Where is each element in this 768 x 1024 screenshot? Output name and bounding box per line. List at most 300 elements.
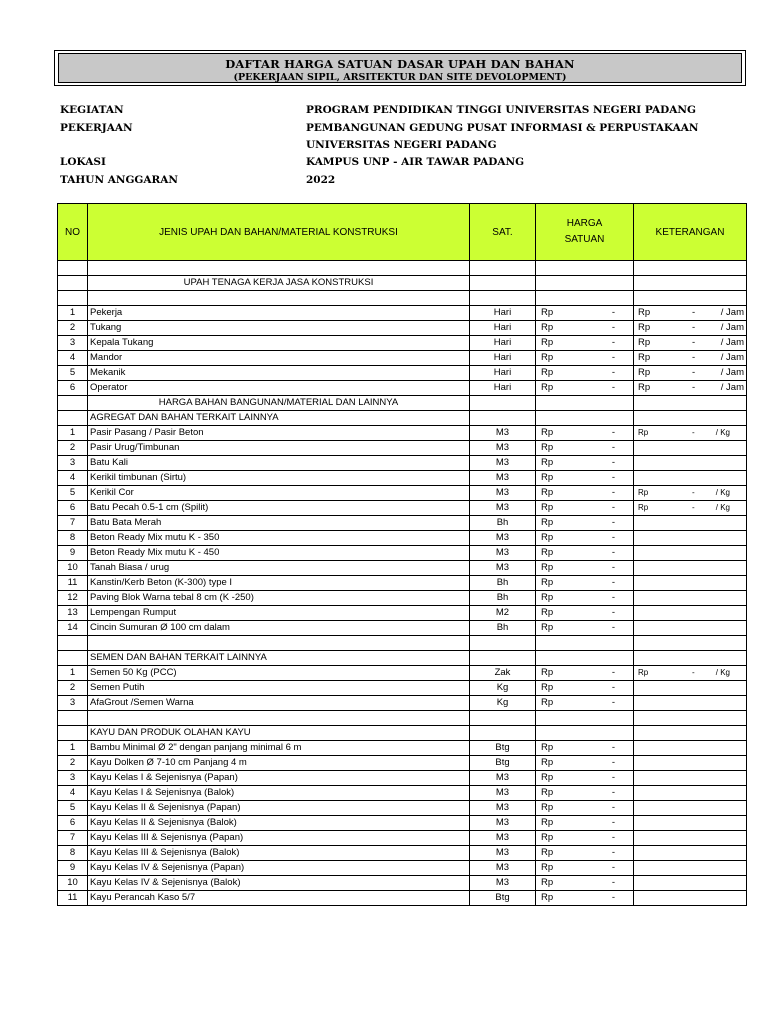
cell-no: 1 xyxy=(58,426,88,440)
cell-sat: M3 xyxy=(470,786,536,800)
price-value: - xyxy=(611,532,615,543)
table-row xyxy=(58,516,746,531)
cell-keterangan xyxy=(634,726,746,740)
table-row xyxy=(58,441,746,456)
table-row xyxy=(58,276,746,291)
cell-no: 11 xyxy=(58,891,88,905)
cell-keterangan xyxy=(634,606,746,620)
price-currency: Rp xyxy=(541,502,554,513)
ket-unit: / Jam xyxy=(720,322,744,333)
price-value: - xyxy=(611,832,615,843)
price-table xyxy=(57,203,747,906)
cell-name: Paving Blok Warna tebal 8 cm (K -250) xyxy=(88,591,470,605)
cell-harga xyxy=(536,381,634,395)
cell-no xyxy=(58,636,88,650)
cell-keterangan xyxy=(634,711,746,725)
cell-sat: Bh xyxy=(470,621,536,635)
section-title: KAYU DAN PRODUK OLAHAN KAYU xyxy=(88,726,470,740)
cell-keterangan xyxy=(634,876,746,890)
cell-name: Beton Ready Mix mutu K - 350 xyxy=(88,531,470,545)
cell-harga xyxy=(536,846,634,860)
table-row xyxy=(58,606,746,621)
cell-keterangan xyxy=(634,891,746,905)
cell-no: 4 xyxy=(58,471,88,485)
ket-value: - xyxy=(692,307,696,318)
cell-keterangan xyxy=(634,801,746,815)
cell-sat: M3 xyxy=(470,531,536,545)
cell-name: Kayu Kelas III & Sejenisnya (Balok) xyxy=(88,846,470,860)
price-value: - xyxy=(611,892,615,903)
table-row xyxy=(58,681,746,696)
price-value: - xyxy=(611,622,615,633)
cell-harga xyxy=(536,636,634,650)
cell-keterangan xyxy=(634,861,746,875)
table-row xyxy=(58,501,746,516)
cell-sat: M3 xyxy=(470,501,536,515)
cell-harga xyxy=(536,336,634,350)
table-row xyxy=(58,531,746,546)
info-row-tahun-anggaran xyxy=(60,174,750,191)
price-value: - xyxy=(611,607,615,618)
cell-no xyxy=(58,651,88,665)
table-row xyxy=(58,546,746,561)
title-box xyxy=(54,50,746,86)
table-row xyxy=(58,291,746,306)
cell-no xyxy=(58,726,88,740)
cell-name: Kerikil timbunan (Sirtu) xyxy=(88,471,470,485)
table-row xyxy=(58,771,746,786)
cell-keterangan xyxy=(634,501,746,515)
cell-no: 3 xyxy=(58,456,88,470)
cell-harga xyxy=(536,471,634,485)
cell-no xyxy=(58,411,88,425)
ket-currency: Rp xyxy=(638,382,651,393)
price-value: - xyxy=(611,517,615,528)
cell-name: Kayu Kelas IV & Sejenisnya (Papan) xyxy=(88,861,470,875)
cell-harga xyxy=(536,891,634,905)
price-value: - xyxy=(611,367,615,378)
cell-sat: M3 xyxy=(470,801,536,815)
cell-harga xyxy=(536,306,634,320)
table-row xyxy=(58,261,746,276)
section-title: HARGA BAHAN BANGUNAN/MATERIAL DAN LAINNYA xyxy=(88,396,470,410)
cell-sat: M3 xyxy=(470,471,536,485)
cell-keterangan xyxy=(634,561,746,575)
cell-keterangan xyxy=(634,831,746,845)
header-name: JENIS UPAH DAN BAHAN/MATERIAL KONSTRUKSI xyxy=(88,204,470,260)
cell-keterangan xyxy=(634,261,746,275)
cell-no: 5 xyxy=(58,486,88,500)
table-header xyxy=(58,204,746,261)
cell-no: 1 xyxy=(58,306,88,320)
cell-no: 6 xyxy=(58,816,88,830)
price-currency: Rp xyxy=(541,697,554,708)
price-currency: Rp xyxy=(541,367,554,378)
cell-harga xyxy=(536,591,634,605)
price-currency: Rp xyxy=(541,322,554,333)
cell-no: 8 xyxy=(58,531,88,545)
cell-sat xyxy=(470,411,536,425)
ket-value: - xyxy=(692,367,696,378)
section-title: UPAH TENAGA KERJA JASA KONSTRUKSI xyxy=(88,276,470,290)
cell-harga xyxy=(536,486,634,500)
header-no: NO xyxy=(58,204,88,260)
cell-name: Beton Ready Mix mutu K - 450 xyxy=(88,546,470,560)
cell-sat: M3 xyxy=(470,876,536,890)
table-row xyxy=(58,351,746,366)
header-harga-satuan: HARGA SATUAN xyxy=(536,204,634,260)
cell-harga xyxy=(536,666,634,680)
cell-no: 3 xyxy=(58,696,88,710)
cell-keterangan xyxy=(634,846,746,860)
price-currency: Rp xyxy=(541,382,554,393)
ket-value: - xyxy=(692,503,695,512)
cell-no: 2 xyxy=(58,441,88,455)
ket-unit: / Jam xyxy=(720,337,744,348)
cell-name: Kayu Kelas I & Sejenisnya (Papan) xyxy=(88,771,470,785)
table-row xyxy=(58,321,746,336)
cell-harga xyxy=(536,426,634,440)
price-value: - xyxy=(611,772,615,783)
cell-name: Kayu Kelas I & Sejenisnya (Balok) xyxy=(88,786,470,800)
info-value: UNIVERSITAS NEGERI PADANG xyxy=(306,139,497,151)
cell-sat: M3 xyxy=(470,546,536,560)
cell-keterangan xyxy=(634,306,746,320)
cell-no: 12 xyxy=(58,591,88,605)
info-value: 2022 xyxy=(306,174,336,186)
cell-keterangan xyxy=(634,441,746,455)
ket-currency: Rp xyxy=(638,337,651,348)
cell-keterangan xyxy=(634,516,746,530)
cell-harga xyxy=(536,816,634,830)
price-value: - xyxy=(611,787,615,798)
price-value: - xyxy=(611,322,615,333)
cell-keterangan xyxy=(634,741,746,755)
cell-name: Pasir Pasang / Pasir Beton xyxy=(88,426,470,440)
cell-harga xyxy=(536,531,634,545)
cell-name: Cincin Sumuran Ø 100 cm dalam xyxy=(88,621,470,635)
cell-name: Kayu Kelas IV & Sejenisnya (Balok) xyxy=(88,876,470,890)
price-currency: Rp xyxy=(541,817,554,828)
ket-unit: / Jam xyxy=(720,352,744,363)
price-value: - xyxy=(611,562,615,573)
table-row xyxy=(58,486,746,501)
cell-harga xyxy=(536,456,634,470)
price-currency: Rp xyxy=(541,562,554,573)
cell-sat: Btg xyxy=(470,756,536,770)
price-currency: Rp xyxy=(541,832,554,843)
price-value: - xyxy=(611,802,615,813)
cell-no xyxy=(58,276,88,290)
table-row xyxy=(58,591,746,606)
cell-sat xyxy=(470,711,536,725)
info-label: PEKERJAAN xyxy=(60,122,133,134)
cell-no: 13 xyxy=(58,606,88,620)
cell-keterangan xyxy=(634,546,746,560)
cell-no xyxy=(58,396,88,410)
cell-sat xyxy=(470,726,536,740)
cell-sat: M3 xyxy=(470,456,536,470)
price-value: - xyxy=(611,682,615,693)
price-currency: Rp xyxy=(541,667,554,678)
cell-sat: Bh xyxy=(470,576,536,590)
cell-keterangan xyxy=(634,651,746,665)
info-label: TAHUN ANGGARAN xyxy=(60,174,179,186)
cell-harga xyxy=(536,291,634,305)
cell-sat: Hari xyxy=(470,336,536,350)
info-label: KEGIATAN xyxy=(60,104,124,116)
cell-sat: M3 xyxy=(470,486,536,500)
table-row xyxy=(58,801,746,816)
cell-name: AfaGrout /Semen Warna xyxy=(88,696,470,710)
cell-no: 5 xyxy=(58,366,88,380)
cell-name xyxy=(88,261,470,275)
cell-harga xyxy=(536,801,634,815)
cell-name: Kayu Kelas II & Sejenisnya (Balok) xyxy=(88,816,470,830)
price-currency: Rp xyxy=(541,862,554,873)
cell-keterangan xyxy=(634,426,746,440)
cell-name: Mandor xyxy=(88,351,470,365)
table-row xyxy=(58,381,746,396)
section-title: SEMEN DAN BAHAN TERKAIT LAINNYA xyxy=(88,651,470,665)
cell-sat: Hari xyxy=(470,366,536,380)
price-currency: Rp xyxy=(541,622,554,633)
cell-keterangan xyxy=(634,351,746,365)
table-row xyxy=(58,651,746,666)
cell-keterangan xyxy=(634,636,746,650)
header-keterangan: KETERANGAN xyxy=(655,226,725,238)
info-value: PROGRAM PENDIDIKAN TINGGI UNIVERSITAS NEGERI PADANG xyxy=(306,104,696,116)
ket-unit: / Kg xyxy=(715,488,730,497)
table-row xyxy=(58,816,746,831)
cell-harga xyxy=(536,726,634,740)
price-currency: Rp xyxy=(541,592,554,603)
cell-no: 6 xyxy=(58,381,88,395)
ket-currency: Rp xyxy=(638,503,649,512)
table-row xyxy=(58,576,746,591)
cell-no: 9 xyxy=(58,546,88,560)
cell-no: 3 xyxy=(58,771,88,785)
price-value: - xyxy=(611,442,615,453)
cell-keterangan xyxy=(634,771,746,785)
cell-name: Kepala Tukang xyxy=(88,336,470,350)
cell-keterangan xyxy=(634,591,746,605)
cell-no: 11 xyxy=(58,576,88,590)
cell-keterangan xyxy=(634,456,746,470)
cell-name: Kayu Perancah Kaso 5/7 xyxy=(88,891,470,905)
cell-keterangan xyxy=(634,336,746,350)
cell-no: 14 xyxy=(58,621,88,635)
cell-name: Semen Putih xyxy=(88,681,470,695)
cell-no: 4 xyxy=(58,786,88,800)
cell-no: 10 xyxy=(58,876,88,890)
cell-name: Lempengan Rumput xyxy=(88,606,470,620)
price-value: - xyxy=(611,877,615,888)
price-currency: Rp xyxy=(541,877,554,888)
price-currency: Rp xyxy=(541,442,554,453)
cell-name: Tanah Biasa / urug xyxy=(88,561,470,575)
cell-sat: M3 xyxy=(470,861,536,875)
cell-sat xyxy=(470,396,536,410)
cell-sat: M3 xyxy=(470,771,536,785)
table-row xyxy=(58,426,746,441)
cell-sat: Btg xyxy=(470,741,536,755)
table-row xyxy=(58,846,746,861)
info-row-lokasi xyxy=(60,156,750,173)
price-value: - xyxy=(611,487,615,498)
price-value: - xyxy=(611,547,615,558)
price-currency: Rp xyxy=(541,847,554,858)
ket-unit: / Kg xyxy=(715,503,730,512)
cell-sat: Btg xyxy=(470,891,536,905)
ket-value: - xyxy=(692,352,696,363)
cell-sat: Kg xyxy=(470,696,536,710)
table-row xyxy=(58,876,746,891)
table-row xyxy=(58,786,746,801)
cell-keterangan xyxy=(634,396,746,410)
cell-harga xyxy=(536,411,634,425)
price-value: - xyxy=(611,757,615,768)
cell-no: 8 xyxy=(58,846,88,860)
cell-sat: M3 xyxy=(470,561,536,575)
header-sat: SAT. xyxy=(470,204,536,260)
cell-no: 4 xyxy=(58,351,88,365)
price-value: - xyxy=(611,817,615,828)
cell-harga xyxy=(536,756,634,770)
title-box-fill xyxy=(58,53,742,83)
price-currency: Rp xyxy=(541,487,554,498)
cell-harga xyxy=(536,396,634,410)
price-currency: Rp xyxy=(541,457,554,468)
info-value: PEMBANGUNAN GEDUNG PUSAT INFORMASI & PERPUSTAKAAN xyxy=(306,122,699,134)
ket-value: - xyxy=(692,337,696,348)
cell-no: 2 xyxy=(58,321,88,335)
table-row xyxy=(58,636,746,651)
cell-keterangan xyxy=(634,276,746,290)
price-currency: Rp xyxy=(541,772,554,783)
price-currency: Rp xyxy=(541,757,554,768)
table-row xyxy=(58,861,746,876)
ket-currency: Rp xyxy=(638,428,649,437)
cell-no: 7 xyxy=(58,831,88,845)
cell-harga xyxy=(536,831,634,845)
cell-name: Batu Pecah 0.5-1 cm (Spilit) xyxy=(88,501,470,515)
cell-harga xyxy=(536,711,634,725)
table-row xyxy=(58,366,746,381)
info-row-kegiatan xyxy=(60,104,750,121)
table-row xyxy=(58,336,746,351)
cell-name: Kerikil Cor xyxy=(88,486,470,500)
cell-harga xyxy=(536,741,634,755)
cell-no: 5 xyxy=(58,801,88,815)
price-currency: Rp xyxy=(541,607,554,618)
cell-sat xyxy=(470,261,536,275)
cell-name: Mekanik xyxy=(88,366,470,380)
table-row xyxy=(58,756,746,771)
price-currency: Rp xyxy=(541,577,554,588)
cell-harga xyxy=(536,441,634,455)
ket-currency: Rp xyxy=(638,307,651,318)
cell-sat: Hari xyxy=(470,306,536,320)
cell-keterangan xyxy=(634,471,746,485)
cell-sat: Hari xyxy=(470,351,536,365)
cell-keterangan xyxy=(634,756,746,770)
cell-no: 2 xyxy=(58,681,88,695)
table-row xyxy=(58,726,746,741)
price-currency: Rp xyxy=(541,802,554,813)
cell-no: 6 xyxy=(58,501,88,515)
cell-harga xyxy=(536,261,634,275)
cell-sat: Kg xyxy=(470,681,536,695)
price-value: - xyxy=(611,457,615,468)
cell-keterangan xyxy=(634,576,746,590)
cell-keterangan xyxy=(634,381,746,395)
cell-harga xyxy=(536,501,634,515)
cell-harga xyxy=(536,366,634,380)
cell-name: Bambu Minimal Ø 2" dengan panjang minimal 6 m xyxy=(88,741,470,755)
price-value: - xyxy=(611,472,615,483)
cell-harga xyxy=(536,576,634,590)
cell-name: Kayu Kelas III & Sejenisnya (Papan) xyxy=(88,831,470,845)
cell-harga xyxy=(536,651,634,665)
cell-keterangan xyxy=(634,786,746,800)
cell-name xyxy=(88,636,470,650)
cell-no: 7 xyxy=(58,516,88,530)
ket-value: - xyxy=(692,428,695,437)
table-row xyxy=(58,396,746,411)
table-row xyxy=(58,561,746,576)
cell-name: Semen 50 Kg (PCC) xyxy=(88,666,470,680)
price-value: - xyxy=(611,307,615,318)
price-currency: Rp xyxy=(541,787,554,798)
cell-sat xyxy=(470,636,536,650)
ket-unit: / Jam xyxy=(720,382,744,393)
cell-harga xyxy=(536,546,634,560)
cell-sat: Bh xyxy=(470,591,536,605)
cell-harga xyxy=(536,621,634,635)
cell-harga xyxy=(536,516,634,530)
cell-name: Kanstin/Kerb Beton (K-300) type I xyxy=(88,576,470,590)
cell-sat: M3 xyxy=(470,816,536,830)
table-row xyxy=(58,456,746,471)
price-value: - xyxy=(611,742,615,753)
price-value: - xyxy=(611,847,615,858)
table-row xyxy=(58,741,746,756)
cell-harga xyxy=(536,606,634,620)
cell-sat: M2 xyxy=(470,606,536,620)
info-row-pekerjaan-cont xyxy=(60,139,750,156)
cell-keterangan xyxy=(634,366,746,380)
price-currency: Rp xyxy=(541,472,554,483)
ket-currency: Rp xyxy=(638,367,651,378)
document-title: DAFTAR HARGA SATUAN DASAR UPAH DAN BAHAN xyxy=(225,57,575,71)
cell-name: Tukang xyxy=(88,321,470,335)
cell-sat xyxy=(470,291,536,305)
ket-currency: Rp xyxy=(638,668,649,677)
cell-keterangan xyxy=(634,681,746,695)
cell-harga xyxy=(536,786,634,800)
table-row xyxy=(58,711,746,726)
ket-value: - xyxy=(692,322,696,333)
cell-name: Kayu Dolken Ø 7-10 cm Panjang 4 m xyxy=(88,756,470,770)
cell-sat xyxy=(470,276,536,290)
cell-keterangan xyxy=(634,621,746,635)
cell-no xyxy=(58,291,88,305)
price-currency: Rp xyxy=(541,892,554,903)
cell-sat: Hari xyxy=(470,321,536,335)
cell-sat: M3 xyxy=(470,441,536,455)
cell-name: Pasir Urug/Timbunan xyxy=(88,441,470,455)
